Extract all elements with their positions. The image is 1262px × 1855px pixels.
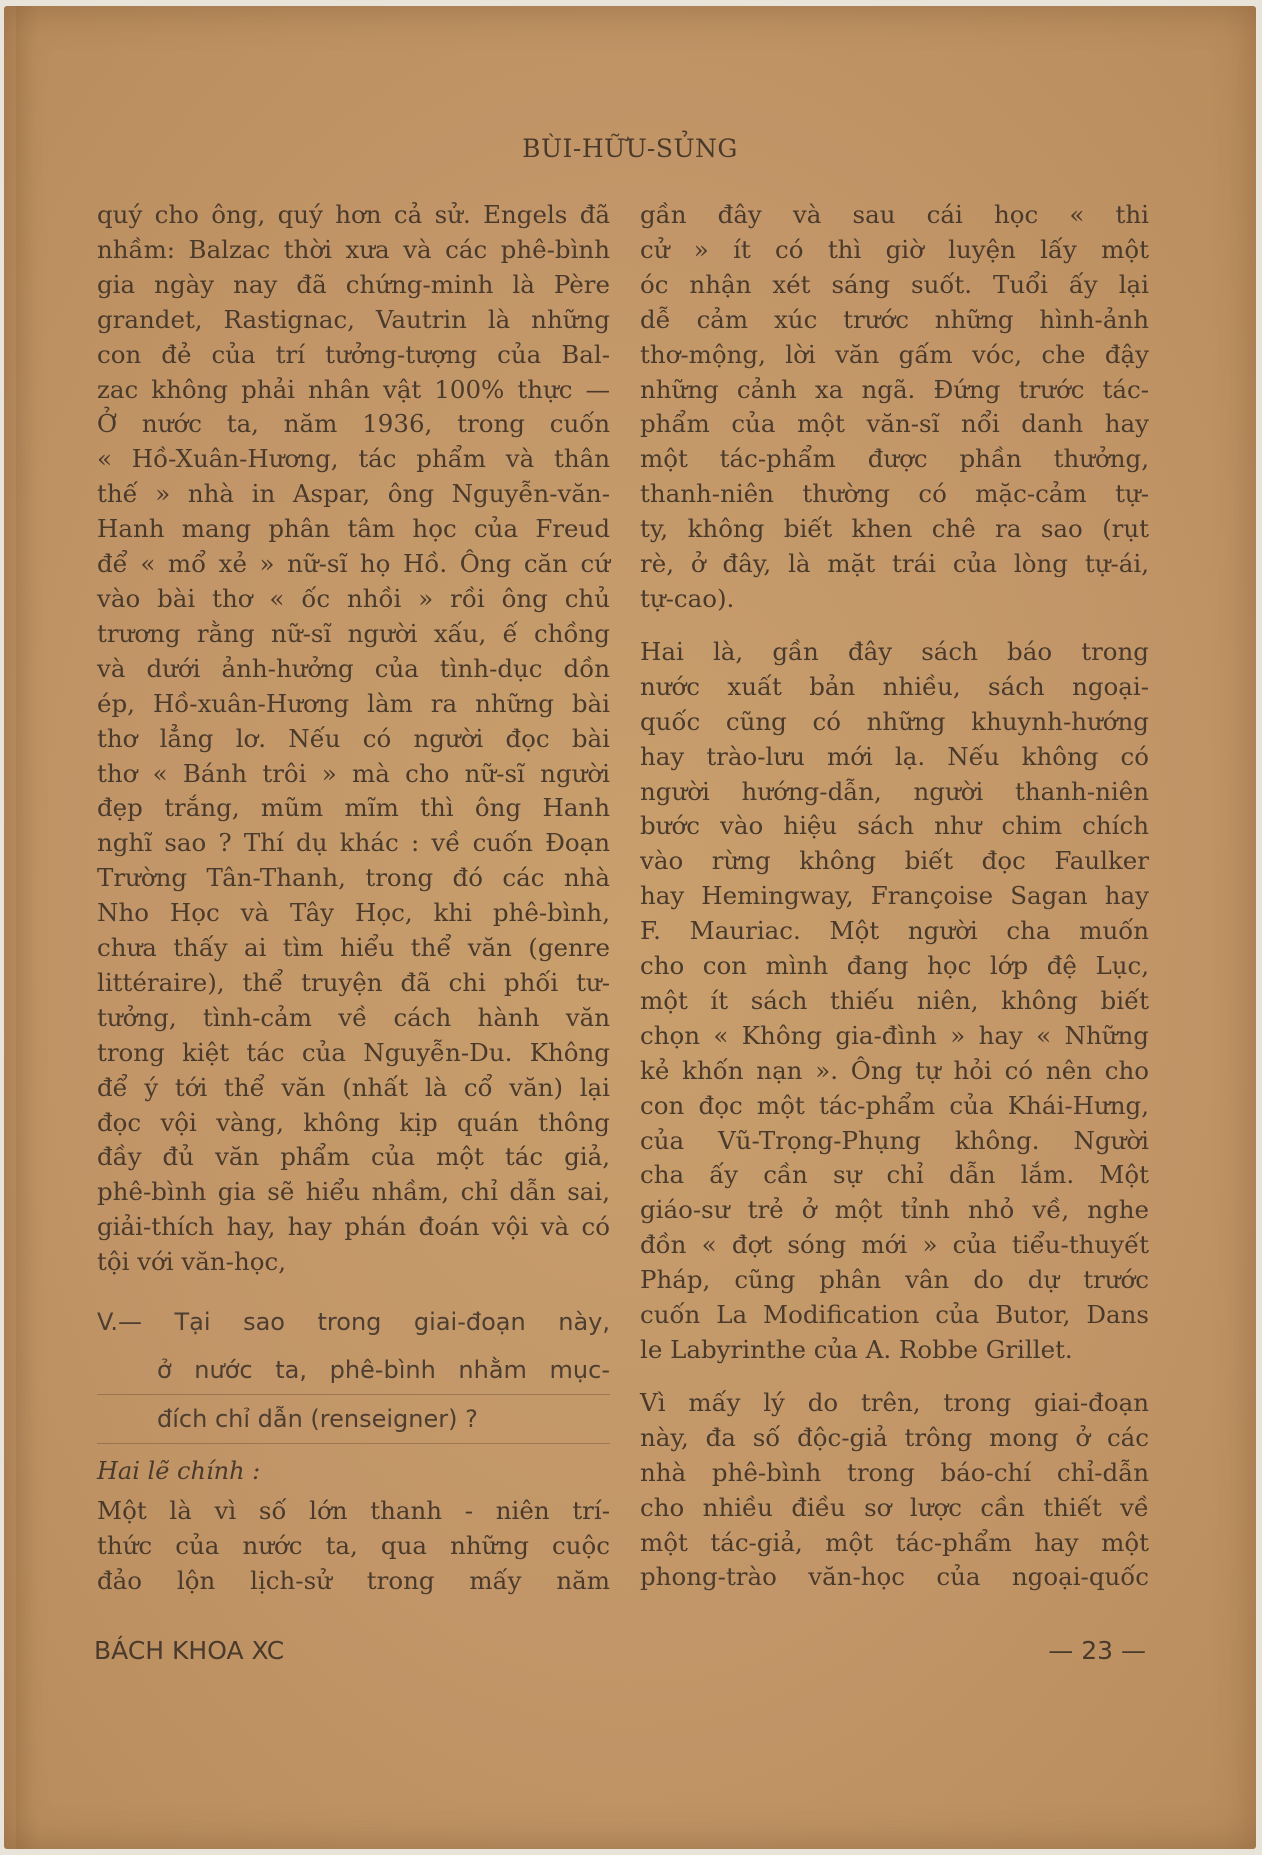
text-line: Pháp, cũng phân vân do dự trước (640, 1265, 1149, 1295)
text-line: cha ấy cần sự chỉ dẫn lắm. Một (640, 1160, 1149, 1190)
text-line: Hanh mang phân tâm học của Freud (97, 514, 610, 544)
text-line: hay trào-lưu mới lạ. Nếu không có (640, 741, 1149, 771)
text-line: nghĩ sao ? Thí dụ khác : về cuốn Đoạn (97, 828, 610, 858)
text-line: cho nhiều điều sơ lược cần thiết về (640, 1492, 1149, 1522)
right-paragraph-3 (640, 1386, 1149, 1595)
text-line: một tác-phẩm được phần thưởng, (640, 444, 1149, 474)
text-line: rè, ở đây, là mặt trái của lòng tự-ái, (640, 549, 1149, 579)
page-number: — 23 — (1048, 1636, 1146, 1665)
text-line: cho con mình đang học lớp đệ Lục, (640, 951, 1149, 981)
text-line: tưởng, tình-cảm về cách hành văn (97, 1002, 610, 1032)
text-line: người hướng-dẫn, người thanh-niên (640, 776, 1149, 806)
text-line: đảo lộn lịch-sử trong mấy năm (97, 1565, 610, 1595)
text-line: nhà phê-bình trong báo-chí chỉ-dẫn (640, 1457, 1149, 1487)
text-line: Vì mấy lý do trên, trong giai-đoạn (640, 1387, 1149, 1417)
text-line: phê-bình gia sẽ hiểu nhầm, chỉ dẫn sai, (97, 1177, 610, 1207)
text-line: nước xuất bản nhiều, sách ngoại- (640, 671, 1149, 701)
text-line: vào rừng không biết đọc Faulker (640, 846, 1149, 876)
text-line: một ít sách thiếu niên, không biết (640, 985, 1149, 1015)
text-line: Hai là, gần đây sách báo trong (640, 636, 1149, 666)
text-line: dễ cảm xúc trước những hình-ảnh (640, 304, 1149, 334)
text-line: zac không phải nhân vật 100% thực — (97, 374, 610, 404)
left-paragraph-1 (97, 198, 610, 1280)
text-line: Nho Học và Tây Học, khi phê-bình, (97, 898, 610, 928)
text-line: giáo-sư trẻ ở một tỉnh nhỏ về, nghe (640, 1195, 1149, 1225)
text-line: để ý tới thể văn (nhất là cổ văn) lại (97, 1072, 610, 1102)
left-column (97, 198, 610, 1599)
text-line: đọc vội vàng, không kịp quán thông (97, 1107, 610, 1137)
text-line: phong-trào văn-học của ngoại-quốc (640, 1562, 1149, 1592)
text-line: đầy đủ văn phẩm của một tác giả, (97, 1142, 610, 1172)
left-paragraph-2 (97, 1494, 610, 1599)
page-header: BÙI-HỮU-SỦNG (522, 134, 738, 163)
text-line: le Labyrinthe của A. Robbe Grillet. (640, 1335, 1073, 1364)
text-line: đẹp trắng, mũm mĩm thì ông Hanh (97, 793, 610, 823)
text-line: chưa thấy ai tìm hiểu thể văn (genre (97, 933, 610, 963)
text-line: chọn « Không gia-đình » hay « Những (640, 1020, 1149, 1050)
text-line: này, đa số độc-giả trông mong ở các (640, 1422, 1149, 1452)
text-line: thơ lẳng lơ. Nếu có người đọc bài (97, 723, 610, 753)
text-line: ép, Hồ-xuân-Hương làm ra những bài (97, 688, 610, 718)
text-line: thế » nhà in Aspar, ông Nguyễn-văn- (97, 479, 610, 509)
text-line: nhầm: Balzac thời xưa và các phê-bình (97, 234, 610, 264)
text-line: Trường Tân-Thanh, trong đó các nhà (97, 863, 610, 893)
text-line: grandet, Rastignac, Vautrin là những (97, 304, 610, 334)
text-line: thức của nước ta, qua những cuộc (97, 1531, 610, 1560)
page-crease (16, 6, 38, 1849)
text-line: óc nhận xét sáng suốt. Tuổi ấy lại (640, 269, 1149, 299)
text-line: tự-cao). (640, 583, 735, 613)
text-line: V.— Tại sao trong giai-đoạn này, (97, 1308, 610, 1337)
text-line: cuốn La Modification của Butor, Dans (640, 1300, 1149, 1330)
text-line: trong kiệt tác của Nguyễn-Du. Không (97, 1037, 610, 1067)
text-line: con đẻ của trí tưởng-tượng của Bal- (97, 339, 610, 369)
text-line: littéraire), thể truyện đã chi phối tư- (97, 967, 610, 997)
text-line: giải-thích hay, hay phán đoán vội và có (97, 1212, 610, 1242)
text-line: thanh-niên thường có mặc-cảm tự- (640, 479, 1149, 509)
text-line: gần đây và sau cái học « thi (640, 200, 1149, 229)
text-line: cử » ít có thì giờ luyện lấy một (640, 234, 1149, 264)
section-heading-v (97, 1298, 610, 1444)
text-line: trương rằng nữ-sĩ người xấu, ế chồng (97, 618, 610, 648)
text-line: Một là vì số lớn thanh - niên trí- (97, 1496, 610, 1526)
text-line: ở nước ta, phê-bình nhằm mục- (97, 1346, 610, 1395)
text-line: quý cho ông, quý hơn cả sử. Engels đã (97, 200, 610, 229)
text-line: của Vũ-Trọng-Phụng không. Người (640, 1125, 1149, 1155)
text-line: thơ « Bánh trôi » mà cho nữ-sĩ người (97, 758, 610, 788)
text-line: F. Mauriac. Một người cha muốn (640, 916, 1149, 946)
right-column (640, 198, 1149, 1595)
text-line: bước vào hiệu sách như chim chích (640, 811, 1149, 841)
text-line: để « mổ xẻ » nữ-sĩ họ Hồ. Ông căn cứ (97, 549, 610, 579)
text-line: con đọc một tác-phẩm của Khái-Hưng, (640, 1090, 1149, 1120)
text-line: phẩm của một văn-sĩ nổi danh hay (640, 409, 1149, 439)
book-page (4, 6, 1256, 1849)
subheading: Hai lẽ chính : (97, 1457, 261, 1486)
text-line: và dưới ảnh-hưởng của tình-dục dồn (97, 653, 610, 683)
text-line: những cảnh xa ngã. Đứng trước tác- (640, 374, 1149, 404)
text-line: gia ngày nay đã chứng-minh là Père (97, 269, 610, 299)
footer-publication: BÁCH KHOA XC (94, 1636, 285, 1665)
text-line: hay Hemingway, Françoise Sagan hay (640, 881, 1149, 911)
right-paragraph-2 (640, 635, 1149, 1368)
text-line: « Hồ-Xuân-Hương, tác phẩm và thân (97, 444, 610, 474)
text-line: Ở nước ta, năm 1936, trong cuốn (97, 409, 610, 439)
text-line: kẻ khốn nạn ». Ông tự hỏi có nên cho (640, 1055, 1149, 1085)
text-line: vào bài thơ « ốc nhồi » rồi ông chủ (97, 583, 610, 613)
text-line: tội với văn-học, (97, 1247, 286, 1277)
right-paragraph-1 (640, 198, 1149, 617)
text-line: thơ-mộng, lời văn gấm vóc, che đậy (640, 339, 1149, 369)
text-line: quốc cũng có những khuynh-hướng (640, 706, 1149, 736)
text-line: ty, không biết khen chê ra sao (rụt (640, 514, 1149, 544)
text-line: đích chỉ dẫn (renseigner) ? (97, 1395, 610, 1444)
text-line: đồn « đợt sóng mới » của tiểu-thuyết (640, 1230, 1149, 1260)
text-line: một tác-giả, một tác-phẩm hay một (640, 1527, 1149, 1557)
